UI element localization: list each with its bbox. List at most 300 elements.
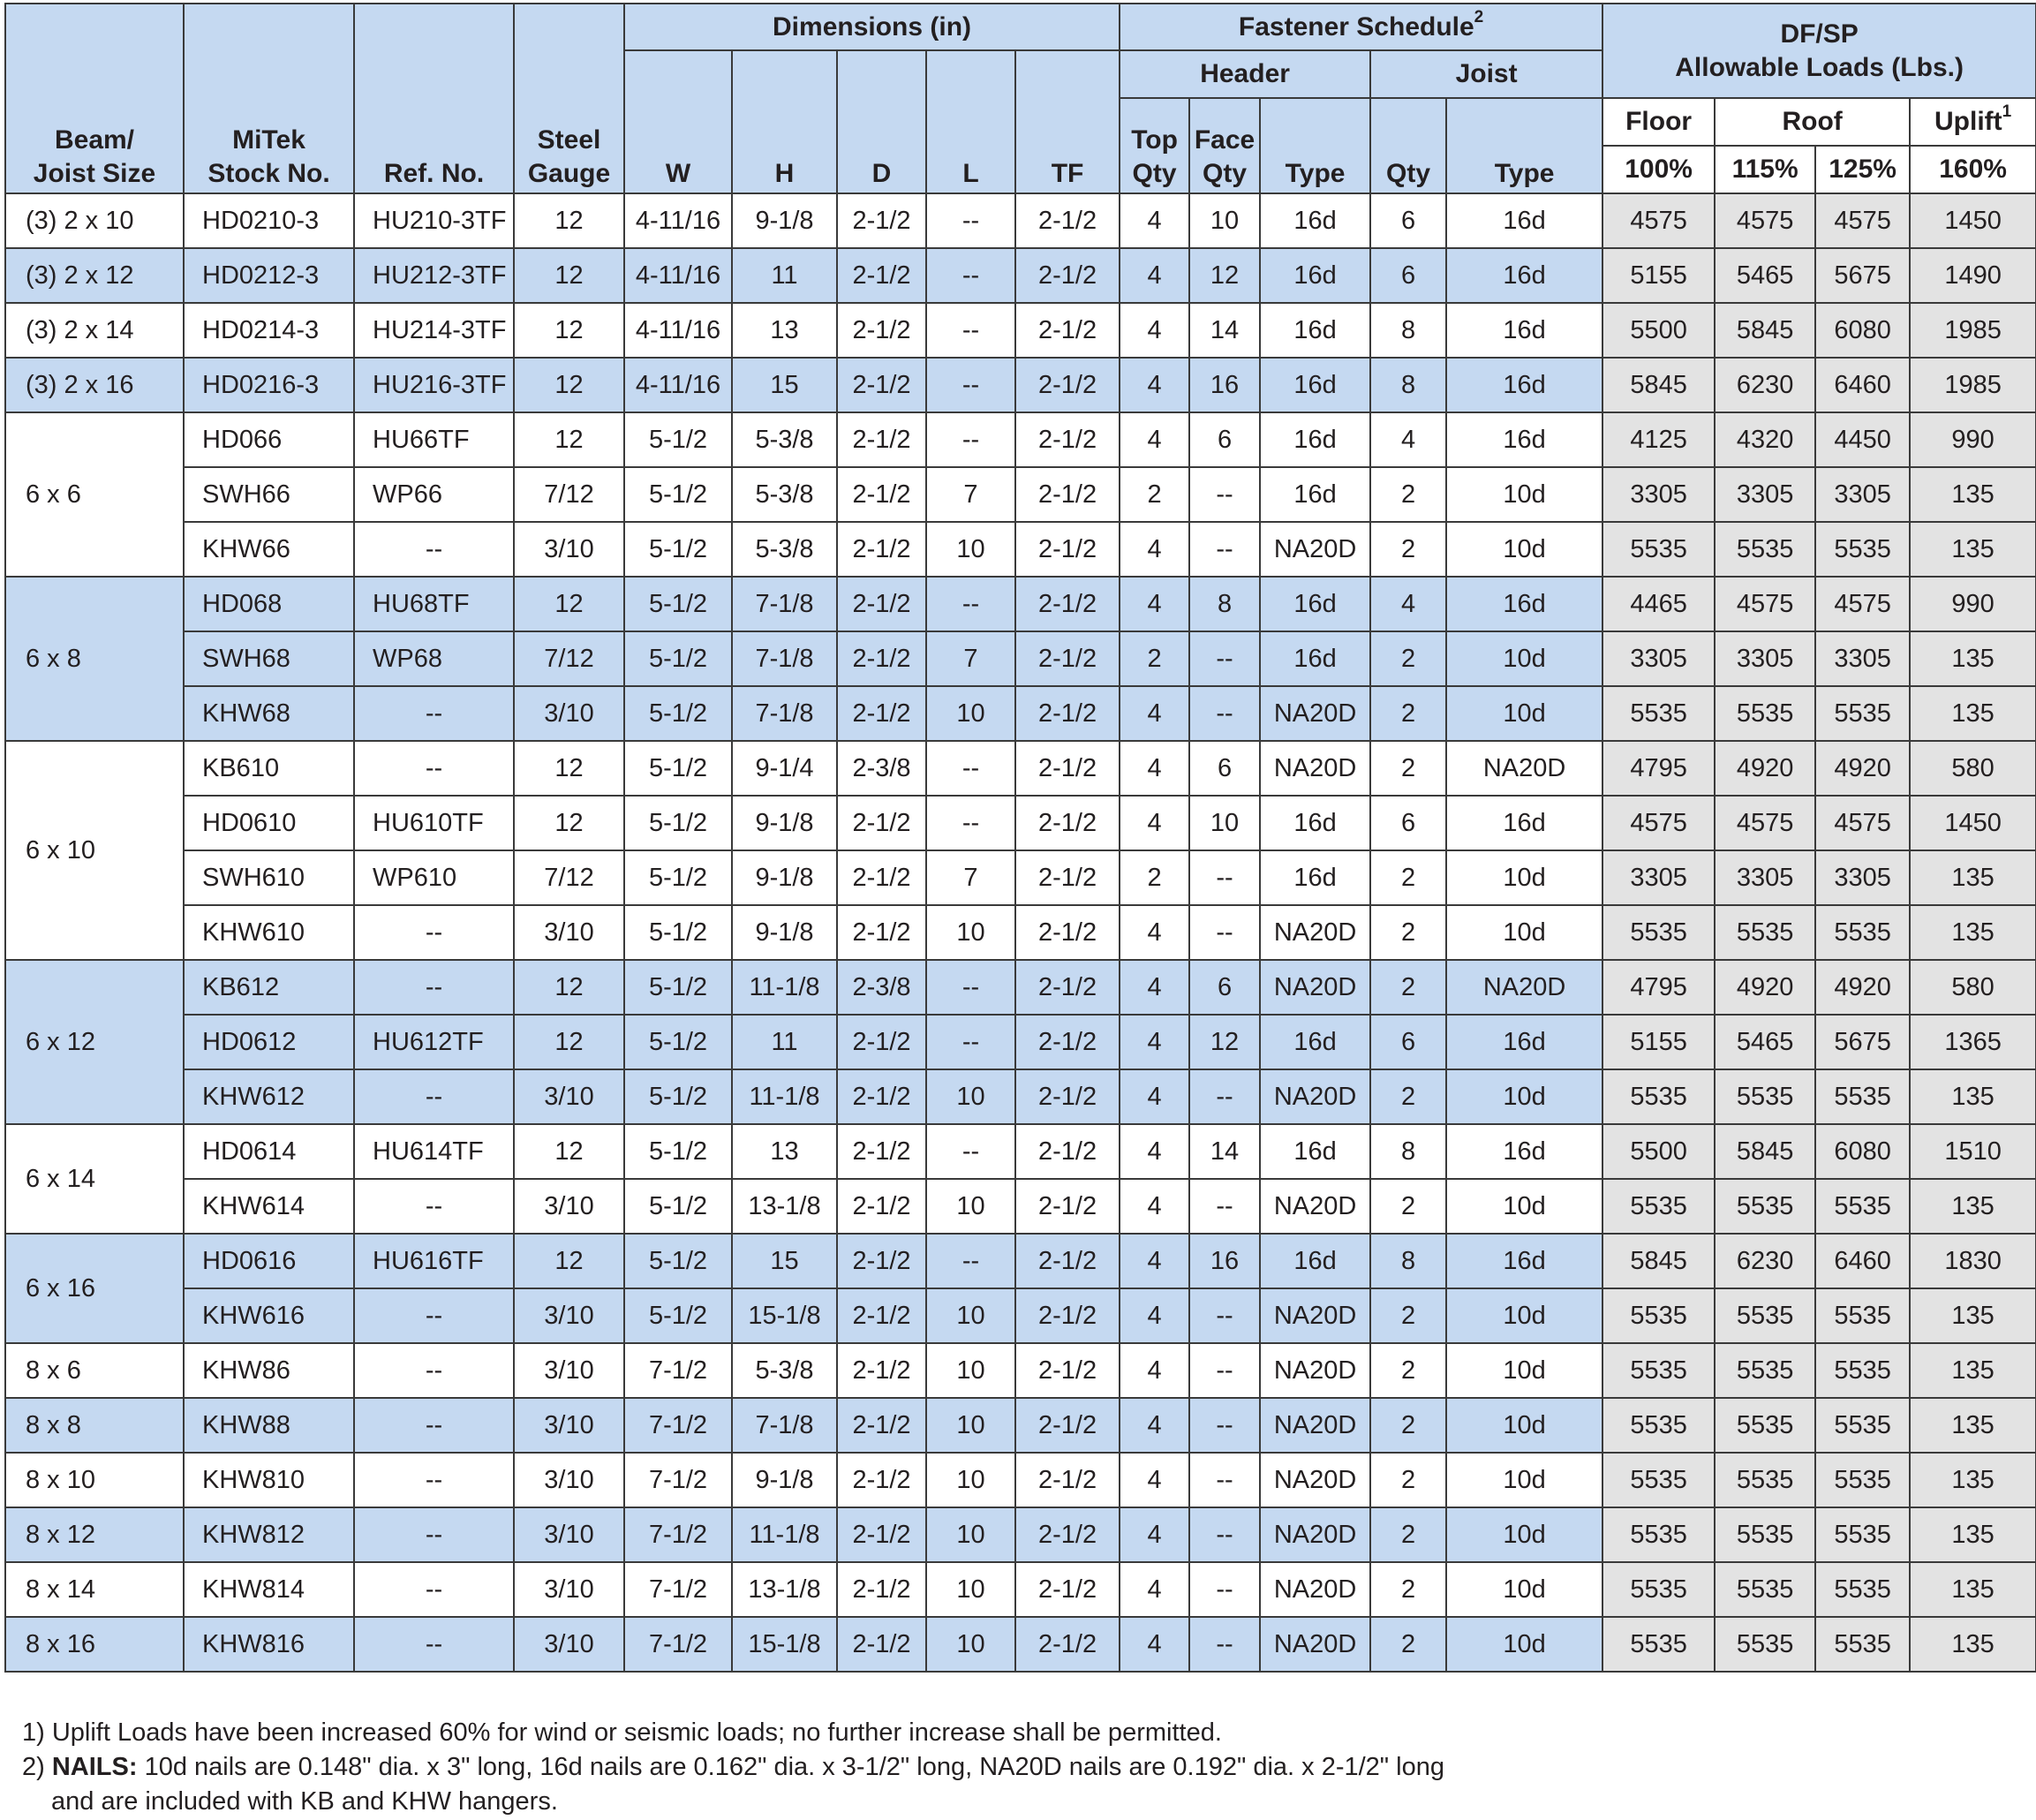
- cell-load-roof-125: 3305: [1815, 631, 1910, 686]
- cell-load-floor-100: 4465: [1602, 577, 1715, 631]
- cell-joist-type: 10d: [1446, 905, 1602, 960]
- cell-load-uplift-160: 990: [1910, 412, 2036, 467]
- table-row: [5, 1015, 2036, 1069]
- cell-dim-tf: 2-1/2: [1015, 1617, 1120, 1672]
- cell-top-qty: 4: [1120, 522, 1189, 577]
- cell-beam-size: (3) 2 x 12: [5, 248, 184, 303]
- cell-dim-h: 15: [732, 358, 837, 412]
- cell-stock-no: KHW814: [184, 1562, 354, 1617]
- cell-top-qty: 4: [1120, 1179, 1189, 1234]
- cell-top-qty: 4: [1120, 686, 1189, 741]
- cell-load-uplift-160: 135: [1910, 850, 2036, 905]
- cell-face-qty: 6: [1189, 412, 1260, 467]
- nails-label: NAILS:: [51, 1753, 138, 1781]
- cell-load-roof-125: 5675: [1815, 1015, 1910, 1069]
- cell-beam-size: (3) 2 x 14: [5, 303, 184, 358]
- cell-load-uplift-160: 1510: [1910, 1124, 2036, 1179]
- cell-load-roof-115: 5465: [1715, 1015, 1815, 1069]
- table-row: [5, 522, 2036, 577]
- cell-dim-l: 10: [926, 1288, 1015, 1343]
- cell-joist-qty: 8: [1370, 1234, 1446, 1288]
- cell-dim-h: 9-1/8: [732, 193, 837, 248]
- cell-joist-qty: 2: [1370, 1507, 1446, 1562]
- cell-load-uplift-160: 135: [1910, 1069, 2036, 1124]
- cell-ref-no: WP66: [354, 467, 514, 522]
- cell-beam-size: 8 x 6: [5, 1343, 184, 1398]
- cell-load-roof-115: 5845: [1715, 1124, 1815, 1179]
- cell-stock-no: KHW816: [184, 1617, 354, 1672]
- cell-dim-w: 5-1/2: [624, 1015, 732, 1069]
- cell-top-qty: 4: [1120, 1617, 1189, 1672]
- cell-header-type: 16d: [1260, 303, 1370, 358]
- cell-load-roof-115: 5845: [1715, 303, 1815, 358]
- cell-top-qty: 4: [1120, 1234, 1189, 1288]
- cell-dim-w: 5-1/2: [624, 1124, 732, 1179]
- cell-header-type: NA20D: [1260, 1343, 1370, 1398]
- cell-dim-w: 5-1/2: [624, 467, 732, 522]
- cell-stock-no: KB612: [184, 960, 354, 1015]
- cell-joist-type: 10d: [1446, 1507, 1602, 1562]
- cell-dim-d: 2-1/2: [837, 1398, 926, 1453]
- table-row: [5, 960, 2036, 1015]
- footnotes: [22, 1716, 2017, 1819]
- cell-header-type: 16d: [1260, 412, 1370, 467]
- table-row: [5, 1562, 2036, 1617]
- cell-header-type: 16d: [1260, 193, 1370, 248]
- table-row: [5, 1453, 2036, 1507]
- cell-face-qty: --: [1189, 522, 1260, 577]
- cell-load-uplift-160: 135: [1910, 1179, 2036, 1234]
- cell-ref-no: --: [354, 1069, 514, 1124]
- cell-dim-h: 11-1/8: [732, 1507, 837, 1562]
- cell-joist-qty: 2: [1370, 1069, 1446, 1124]
- table-row: [5, 686, 2036, 741]
- cell-header-type: 16d: [1260, 467, 1370, 522]
- cell-load-uplift-160: 135: [1910, 905, 2036, 960]
- cell-dim-w: 5-1/2: [624, 796, 732, 850]
- cell-dim-l: 10: [926, 1453, 1015, 1507]
- cell-top-qty: 4: [1120, 1124, 1189, 1179]
- footnote-2-continued: and are included with KB and KHW hangers.: [51, 1787, 558, 1816]
- header-uplift: Uplift$^1$: [1910, 98, 2036, 146]
- cell-face-qty: --: [1189, 467, 1260, 522]
- cell-load-uplift-160: 1450: [1910, 796, 2036, 850]
- cell-load-floor-100: 3305: [1602, 850, 1715, 905]
- cell-dim-l: --: [926, 1124, 1015, 1179]
- cell-dim-h: 15-1/8: [732, 1617, 837, 1672]
- cell-joist-type: NA20D: [1446, 741, 1602, 796]
- cell-gauge: 12: [514, 193, 624, 248]
- cell-dim-d: 2-1/2: [837, 850, 926, 905]
- cell-dim-d: 2-1/2: [837, 631, 926, 686]
- cell-face-qty: 10: [1189, 796, 1260, 850]
- cell-load-floor-100: 5155: [1602, 1015, 1715, 1069]
- cell-dim-tf: 2-1/2: [1015, 303, 1120, 358]
- cell-joist-qty: 6: [1370, 248, 1446, 303]
- cell-dim-h: 5-3/8: [732, 412, 837, 467]
- cell-load-uplift-160: 135: [1910, 686, 2036, 741]
- cell-joist-qty: 2: [1370, 1398, 1446, 1453]
- cell-stock-no: HD0616: [184, 1234, 354, 1288]
- table-row: [5, 1179, 2036, 1234]
- cell-load-floor-100: 5155: [1602, 248, 1715, 303]
- cell-load-roof-125: 5535: [1815, 1069, 1910, 1124]
- cell-dim-d: 2-1/2: [837, 905, 926, 960]
- cell-top-qty: 4: [1120, 1015, 1189, 1069]
- cell-dim-l: --: [926, 1234, 1015, 1288]
- cell-header-type: 16d: [1260, 850, 1370, 905]
- cell-load-roof-125: 5535: [1815, 1617, 1910, 1672]
- cell-ref-no: WP610: [354, 850, 514, 905]
- cell-dim-h: 7-1/8: [732, 577, 837, 631]
- table-row: [5, 577, 2036, 631]
- cell-header-type: NA20D: [1260, 686, 1370, 741]
- cell-load-roof-115: 5535: [1715, 522, 1815, 577]
- cell-dim-w: 5-1/2: [624, 631, 732, 686]
- cell-dim-h: 15: [732, 1234, 837, 1288]
- cell-load-roof-125: 5675: [1815, 248, 1910, 303]
- cell-joist-qty: 8: [1370, 303, 1446, 358]
- cell-dim-tf: 2-1/2: [1015, 1288, 1120, 1343]
- cell-dim-l: 10: [926, 686, 1015, 741]
- cell-load-roof-115: 5535: [1715, 1288, 1815, 1343]
- cell-dim-d: 2-1/2: [837, 467, 926, 522]
- cell-ref-no: --: [354, 1453, 514, 1507]
- cell-top-qty: 4: [1120, 1507, 1189, 1562]
- cell-header-type: NA20D: [1260, 1617, 1370, 1672]
- table-row: [5, 741, 2036, 796]
- cell-dim-w: 7-1/2: [624, 1507, 732, 1562]
- cell-dim-d: 2-1/2: [837, 1124, 926, 1179]
- cell-beam-size: (3) 2 x 16: [5, 358, 184, 412]
- cell-dim-d: 2-1/2: [837, 1507, 926, 1562]
- cell-joist-type: 16d: [1446, 358, 1602, 412]
- cell-dim-d: 2-1/2: [837, 248, 926, 303]
- header-face-qty: Face Qty: [1189, 98, 1260, 193]
- cell-face-qty: --: [1189, 905, 1260, 960]
- cell-joist-type: 16d: [1446, 248, 1602, 303]
- cell-load-floor-100: 5535: [1602, 1562, 1715, 1617]
- cell-load-floor-100: 4795: [1602, 741, 1715, 796]
- cell-joist-type: NA20D: [1446, 960, 1602, 1015]
- table-row: [5, 193, 2036, 248]
- cell-stock-no: KHW86: [184, 1343, 354, 1398]
- cell-top-qty: 4: [1120, 741, 1189, 796]
- cell-ref-no: HU66TF: [354, 412, 514, 467]
- cell-beam-size: 8 x 12: [5, 1507, 184, 1562]
- cell-dim-l: 7: [926, 850, 1015, 905]
- cell-top-qty: 4: [1120, 905, 1189, 960]
- cell-load-roof-115: 5535: [1715, 1398, 1815, 1453]
- cell-ref-no: HU614TF: [354, 1124, 514, 1179]
- cell-load-uplift-160: 135: [1910, 522, 2036, 577]
- cell-dim-d: 2-1/2: [837, 1453, 926, 1507]
- cell-dim-l: 10: [926, 1617, 1015, 1672]
- cell-top-qty: 4: [1120, 1398, 1189, 1453]
- cell-top-qty: 2: [1120, 850, 1189, 905]
- cell-dim-tf: 2-1/2: [1015, 1398, 1120, 1453]
- cell-header-type: 16d: [1260, 1234, 1370, 1288]
- cell-face-qty: 6: [1189, 741, 1260, 796]
- cell-dim-h: 7-1/8: [732, 686, 837, 741]
- cell-dim-w: 5-1/2: [624, 522, 732, 577]
- cell-joist-type: 16d: [1446, 193, 1602, 248]
- cell-top-qty: 4: [1120, 193, 1189, 248]
- footnote-1: 1) Uplift Loads have been increased 60% for wind or seismic loads; no further increase shall be permitted.: [22, 1718, 1222, 1747]
- cell-stock-no: KHW810: [184, 1453, 354, 1507]
- cell-top-qty: 4: [1120, 1343, 1189, 1398]
- cell-load-roof-125: 5535: [1815, 1179, 1910, 1234]
- table-row: [5, 1124, 2036, 1179]
- cell-stock-no: HD0610: [184, 796, 354, 850]
- header-joist-group: Joist: [1370, 50, 1602, 98]
- cell-stock-no: HD0612: [184, 1015, 354, 1069]
- cell-dim-d: 2-1/2: [837, 358, 926, 412]
- cell-joist-type: 16d: [1446, 303, 1602, 358]
- cell-joist-type: 10d: [1446, 1288, 1602, 1343]
- cell-ref-no: --: [354, 1617, 514, 1672]
- cell-load-floor-100: 5535: [1602, 1179, 1715, 1234]
- cell-load-roof-115: 3305: [1715, 467, 1815, 522]
- cell-ref-no: --: [354, 1179, 514, 1234]
- cell-dim-l: --: [926, 303, 1015, 358]
- cell-gauge: 3/10: [514, 1288, 624, 1343]
- cell-dim-l: --: [926, 741, 1015, 796]
- cell-header-type: NA20D: [1260, 1069, 1370, 1124]
- cell-dim-h: 15-1/8: [732, 1288, 837, 1343]
- cell-load-roof-125: 6080: [1815, 1124, 1910, 1179]
- cell-gauge: 7/12: [514, 850, 624, 905]
- cell-dim-h: 5-3/8: [732, 467, 837, 522]
- cell-dim-tf: 2-1/2: [1015, 248, 1120, 303]
- cell-dim-tf: 2-1/2: [1015, 850, 1120, 905]
- cell-dim-w: 4-11/16: [624, 358, 732, 412]
- cell-ref-no: --: [354, 1398, 514, 1453]
- cell-beam-size: 8 x 16: [5, 1617, 184, 1672]
- cell-joist-type: 16d: [1446, 1015, 1602, 1069]
- cell-gauge: 3/10: [514, 1069, 624, 1124]
- cell-stock-no: KHW68: [184, 686, 354, 741]
- header-header-group: Header: [1120, 50, 1370, 98]
- cell-dim-tf: 2-1/2: [1015, 1179, 1120, 1234]
- header-ref-no: Ref. No.: [354, 4, 514, 193]
- cell-gauge: 7/12: [514, 467, 624, 522]
- cell-ref-no: --: [354, 1288, 514, 1343]
- header-allowable-loads: DF/SP Allowable Loads (Lbs.): [1602, 4, 2036, 98]
- cell-load-roof-115: 5535: [1715, 1343, 1815, 1398]
- cell-dim-tf: 2-1/2: [1015, 193, 1120, 248]
- cell-stock-no: KHW616: [184, 1288, 354, 1343]
- cell-dim-l: 10: [926, 522, 1015, 577]
- cell-joist-qty: 8: [1370, 1124, 1446, 1179]
- cell-load-roof-125: 5535: [1815, 1562, 1910, 1617]
- cell-dim-h: 11-1/8: [732, 960, 837, 1015]
- cell-load-floor-100: 5535: [1602, 905, 1715, 960]
- cell-load-uplift-160: 135: [1910, 1562, 2036, 1617]
- cell-beam-size: 6 x 12: [5, 960, 184, 1124]
- cell-load-uplift-160: 580: [1910, 960, 2036, 1015]
- cell-dim-l: 10: [926, 1562, 1015, 1617]
- cell-gauge: 12: [514, 741, 624, 796]
- cell-load-roof-115: 4920: [1715, 741, 1815, 796]
- cell-load-roof-125: 6080: [1815, 303, 1910, 358]
- cell-load-roof-115: 3305: [1715, 850, 1815, 905]
- cell-dim-w: 4-11/16: [624, 303, 732, 358]
- cell-header-type: 16d: [1260, 358, 1370, 412]
- header-top-qty: Top Qty: [1120, 98, 1189, 193]
- cell-dim-d: 2-1/2: [837, 1069, 926, 1124]
- cell-top-qty: 4: [1120, 412, 1189, 467]
- cell-gauge: 12: [514, 1234, 624, 1288]
- cell-beam-size: (3) 2 x 10: [5, 193, 184, 248]
- cell-joist-type: 10d: [1446, 1179, 1602, 1234]
- cell-dim-w: 5-1/2: [624, 741, 732, 796]
- cell-joist-qty: 2: [1370, 1288, 1446, 1343]
- cell-joist-qty: 2: [1370, 1453, 1446, 1507]
- cell-face-qty: --: [1189, 1343, 1260, 1398]
- cell-gauge: 12: [514, 358, 624, 412]
- cell-load-roof-125: 5535: [1815, 1453, 1910, 1507]
- cell-joist-qty: 2: [1370, 686, 1446, 741]
- cell-dim-l: --: [926, 1015, 1015, 1069]
- cell-face-qty: 16: [1189, 1234, 1260, 1288]
- cell-joist-qty: 6: [1370, 193, 1446, 248]
- cell-load-uplift-160: 580: [1910, 741, 2036, 796]
- cell-dim-d: 2-1/2: [837, 1179, 926, 1234]
- cell-header-type: NA20D: [1260, 905, 1370, 960]
- table-row: [5, 631, 2036, 686]
- cell-dim-l: 10: [926, 905, 1015, 960]
- cell-load-uplift-160: 135: [1910, 1288, 2036, 1343]
- cell-load-roof-115: 5535: [1715, 1069, 1815, 1124]
- cell-dim-w: 5-1/2: [624, 686, 732, 741]
- cell-top-qty: 4: [1120, 577, 1189, 631]
- cell-top-qty: 4: [1120, 1288, 1189, 1343]
- footnote-2: 2) NAILS: 10d nails are 0.148" dia. x 3" long, 16d nails are 0.162" dia. x 3-1/2" long, NA20D nails are 0.192" dia. x 2-1/2" long: [22, 1753, 1444, 1781]
- cell-gauge: 12: [514, 248, 624, 303]
- cell-joist-type: 10d: [1446, 1069, 1602, 1124]
- cell-load-uplift-160: 1985: [1910, 303, 2036, 358]
- cell-face-qty: 10: [1189, 193, 1260, 248]
- cell-load-floor-100: 5535: [1602, 686, 1715, 741]
- cell-load-uplift-160: 990: [1910, 577, 2036, 631]
- cell-dim-tf: 2-1/2: [1015, 1562, 1120, 1617]
- cell-load-uplift-160: 1450: [1910, 193, 2036, 248]
- cell-load-floor-100: 5535: [1602, 1069, 1715, 1124]
- cell-load-roof-125: 6460: [1815, 358, 1910, 412]
- cell-dim-l: --: [926, 960, 1015, 1015]
- cell-face-qty: --: [1189, 686, 1260, 741]
- cell-joist-qty: 2: [1370, 467, 1446, 522]
- cell-dim-w: 7-1/2: [624, 1562, 732, 1617]
- cell-joist-type: 10d: [1446, 686, 1602, 741]
- cell-joist-qty: 2: [1370, 741, 1446, 796]
- cell-face-qty: 16: [1189, 358, 1260, 412]
- cell-dim-l: --: [926, 796, 1015, 850]
- cell-stock-no: HD0216-3: [184, 358, 354, 412]
- cell-load-roof-115: 5465: [1715, 248, 1815, 303]
- cell-ref-no: HU616TF: [354, 1234, 514, 1288]
- table-row: [5, 796, 2036, 850]
- cell-beam-size: 8 x 10: [5, 1453, 184, 1507]
- cell-dim-d: 2-1/2: [837, 577, 926, 631]
- cell-load-uplift-160: 135: [1910, 467, 2036, 522]
- cell-load-uplift-160: 135: [1910, 631, 2036, 686]
- table-row: [5, 1069, 2036, 1124]
- header-joist-type: Type: [1446, 98, 1602, 193]
- cell-header-type: NA20D: [1260, 522, 1370, 577]
- cell-load-floor-100: 4125: [1602, 412, 1715, 467]
- cell-gauge: 12: [514, 1124, 624, 1179]
- header-beam-size: Beam/ Joist Size: [5, 4, 184, 193]
- cell-load-floor-100: 5535: [1602, 1507, 1715, 1562]
- cell-header-type: 16d: [1260, 577, 1370, 631]
- cell-ref-no: HU212-3TF: [354, 248, 514, 303]
- cell-load-roof-125: 6460: [1815, 1234, 1910, 1288]
- cell-stock-no: HD0212-3: [184, 248, 354, 303]
- cell-ref-no: HU214-3TF: [354, 303, 514, 358]
- cell-top-qty: 4: [1120, 358, 1189, 412]
- cell-dim-l: 10: [926, 1507, 1015, 1562]
- table-row: [5, 303, 2036, 358]
- header-dim-h: H: [732, 50, 837, 193]
- cell-joist-qty: 4: [1370, 577, 1446, 631]
- cell-dim-d: 2-1/2: [837, 412, 926, 467]
- cell-joist-type: 10d: [1446, 1398, 1602, 1453]
- cell-dim-w: 5-1/2: [624, 412, 732, 467]
- cell-dim-d: 2-1/2: [837, 193, 926, 248]
- cell-load-uplift-160: 135: [1910, 1507, 2036, 1562]
- cell-load-roof-115: 3305: [1715, 631, 1815, 686]
- header-joist-qty: Qty: [1370, 98, 1446, 193]
- cell-load-floor-100: 5845: [1602, 1234, 1715, 1288]
- header-stock-no: MiTek Stock No.: [184, 4, 354, 193]
- cell-load-roof-115: 6230: [1715, 358, 1815, 412]
- cell-load-roof-125: 5535: [1815, 1288, 1910, 1343]
- cell-ref-no: HU216-3TF: [354, 358, 514, 412]
- cell-gauge: 3/10: [514, 1507, 624, 1562]
- cell-dim-w: 5-1/2: [624, 1069, 732, 1124]
- table-row: [5, 1398, 2036, 1453]
- cell-joist-qty: 6: [1370, 796, 1446, 850]
- cell-face-qty: 8: [1189, 577, 1260, 631]
- cell-dim-l: 10: [926, 1179, 1015, 1234]
- header-roof: Roof: [1715, 98, 1910, 146]
- cell-joist-type: 16d: [1446, 412, 1602, 467]
- cell-load-roof-125: 4450: [1815, 412, 1910, 467]
- cell-load-roof-125: 4920: [1815, 741, 1910, 796]
- cell-load-roof-115: 6230: [1715, 1234, 1815, 1288]
- cell-load-roof-115: 5535: [1715, 1507, 1815, 1562]
- cell-joist-type: 10d: [1446, 850, 1602, 905]
- cell-dim-l: --: [926, 193, 1015, 248]
- cell-beam-size: 6 x 16: [5, 1234, 184, 1343]
- cell-dim-d: 2-1/2: [837, 1288, 926, 1343]
- cell-load-uplift-160: 1365: [1910, 1015, 2036, 1069]
- cell-load-uplift-160: 1490: [1910, 248, 2036, 303]
- cell-joist-type: 10d: [1446, 1562, 1602, 1617]
- header-dim-l: L: [926, 50, 1015, 193]
- cell-load-floor-100: 5535: [1602, 522, 1715, 577]
- cell-dim-tf: 2-1/2: [1015, 1453, 1120, 1507]
- cell-ref-no: --: [354, 905, 514, 960]
- cell-joist-type: 10d: [1446, 1617, 1602, 1672]
- cell-joist-type: 10d: [1446, 1453, 1602, 1507]
- cell-joist-qty: 2: [1370, 522, 1446, 577]
- cell-dim-l: --: [926, 412, 1015, 467]
- cell-joist-qty: 2: [1370, 1179, 1446, 1234]
- cell-gauge: 12: [514, 960, 624, 1015]
